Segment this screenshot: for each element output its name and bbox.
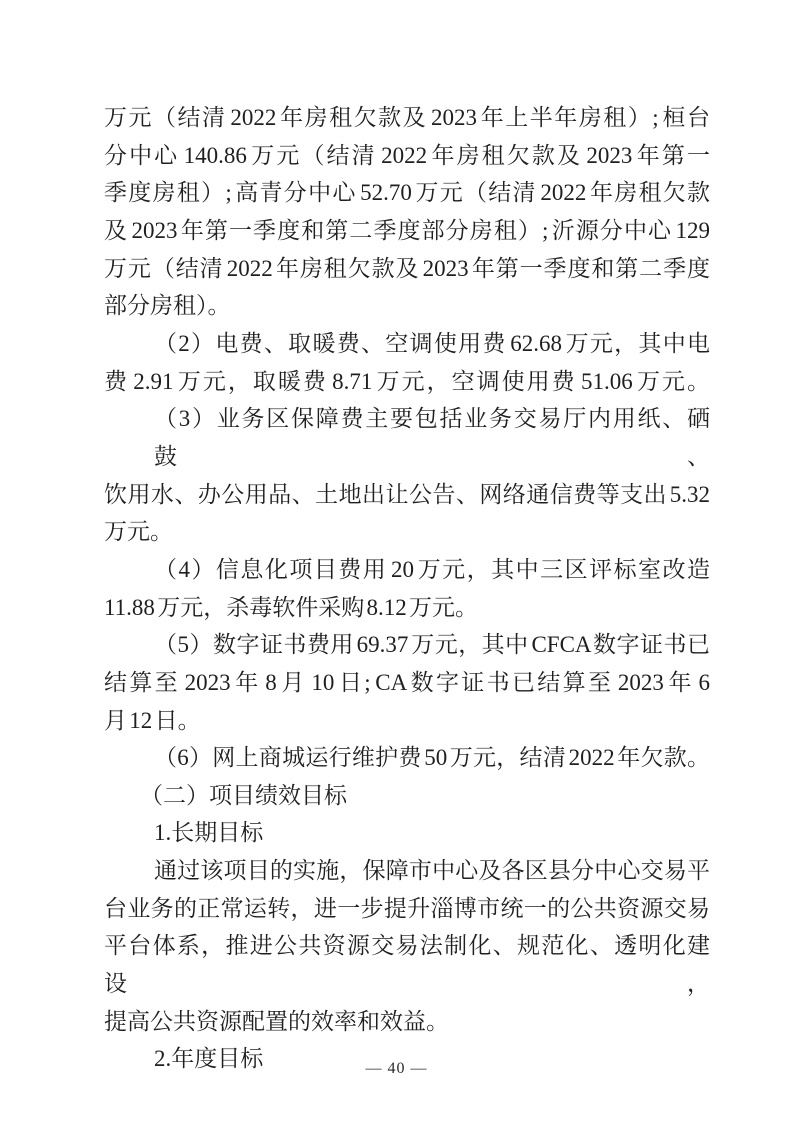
text-line: 通过该项目的实施，保障市中心及各区县分中心交易平 bbox=[154, 858, 710, 884]
document-text bbox=[104, 99, 710, 1078]
text-line: 提高公共资源配置的效率和效益。 bbox=[104, 1008, 449, 1034]
text-line: 万元（结清 2022 年房租欠款及 2023 年上半年房租）; 桓台 bbox=[104, 105, 710, 130]
text-line: 台业务的正常运转，进一步提升淄博市统一的公共资源交易 bbox=[104, 895, 710, 921]
text-line: 结算至 2023 年 8 月 10 日; CA 数字证书已结算至 2023 年 6 bbox=[104, 669, 710, 695]
text-line: 费 2.91 万元，取暖费 8.71 万元，空调使用费 51.06 万元。 bbox=[104, 368, 710, 394]
text-line: 2.年度目标 bbox=[154, 1046, 264, 1072]
text-line: （二）项目绩效目标 bbox=[140, 782, 347, 808]
text-line: 平台体系，推进公共资源交易法制化、规范化、透明化建设， bbox=[104, 933, 710, 997]
text-line: 11.88 万元，杀毒软件采购 8.12 万元。 bbox=[104, 594, 479, 620]
text-line: （4）信息化项目费用 20 万元，其中三区评标室改造 bbox=[154, 556, 710, 582]
text-line: 饮用水、办公用品、土地出让公告、网络通信费等支出 5.32 bbox=[104, 481, 710, 507]
text-line: （2）电费、取暖费、空调使用费 62.68 万元，其中电 bbox=[154, 330, 710, 356]
text-line: （3）业务区保障费主要包括业务交易厅内用纸、硒鼓、 bbox=[154, 406, 710, 469]
text-line: 1.长期目标 bbox=[154, 820, 264, 846]
page-number: — 40 — bbox=[365, 1060, 428, 1077]
text-line: 部分房租）。 bbox=[104, 293, 231, 319]
text-line: （6）网上商城运行维护费 50 万元，结清 2022 年欠款。 bbox=[154, 745, 710, 771]
text-line: 及 2023 年第一季度和第二季度部分房租）; 沂源分中心 129 bbox=[104, 217, 710, 243]
text-line: 月 12 日。 bbox=[104, 707, 201, 733]
text-line: （5）数字证书费用 69.37 万元，其中 CFCA 数字证书已 bbox=[154, 632, 710, 658]
text-line: 万元。 bbox=[104, 519, 173, 545]
text-line: 万元（结清 2022 年房租欠款及 2023 年第一季度和第二季度 bbox=[104, 255, 710, 281]
text-line: 季度房租）; 高青分中心 52.70 万元（结清 2022 年房租欠款 bbox=[104, 180, 710, 206]
text-line: 分中心 140.86 万元（结清 2022 年房租欠款及 2023 年第一 bbox=[104, 142, 710, 168]
